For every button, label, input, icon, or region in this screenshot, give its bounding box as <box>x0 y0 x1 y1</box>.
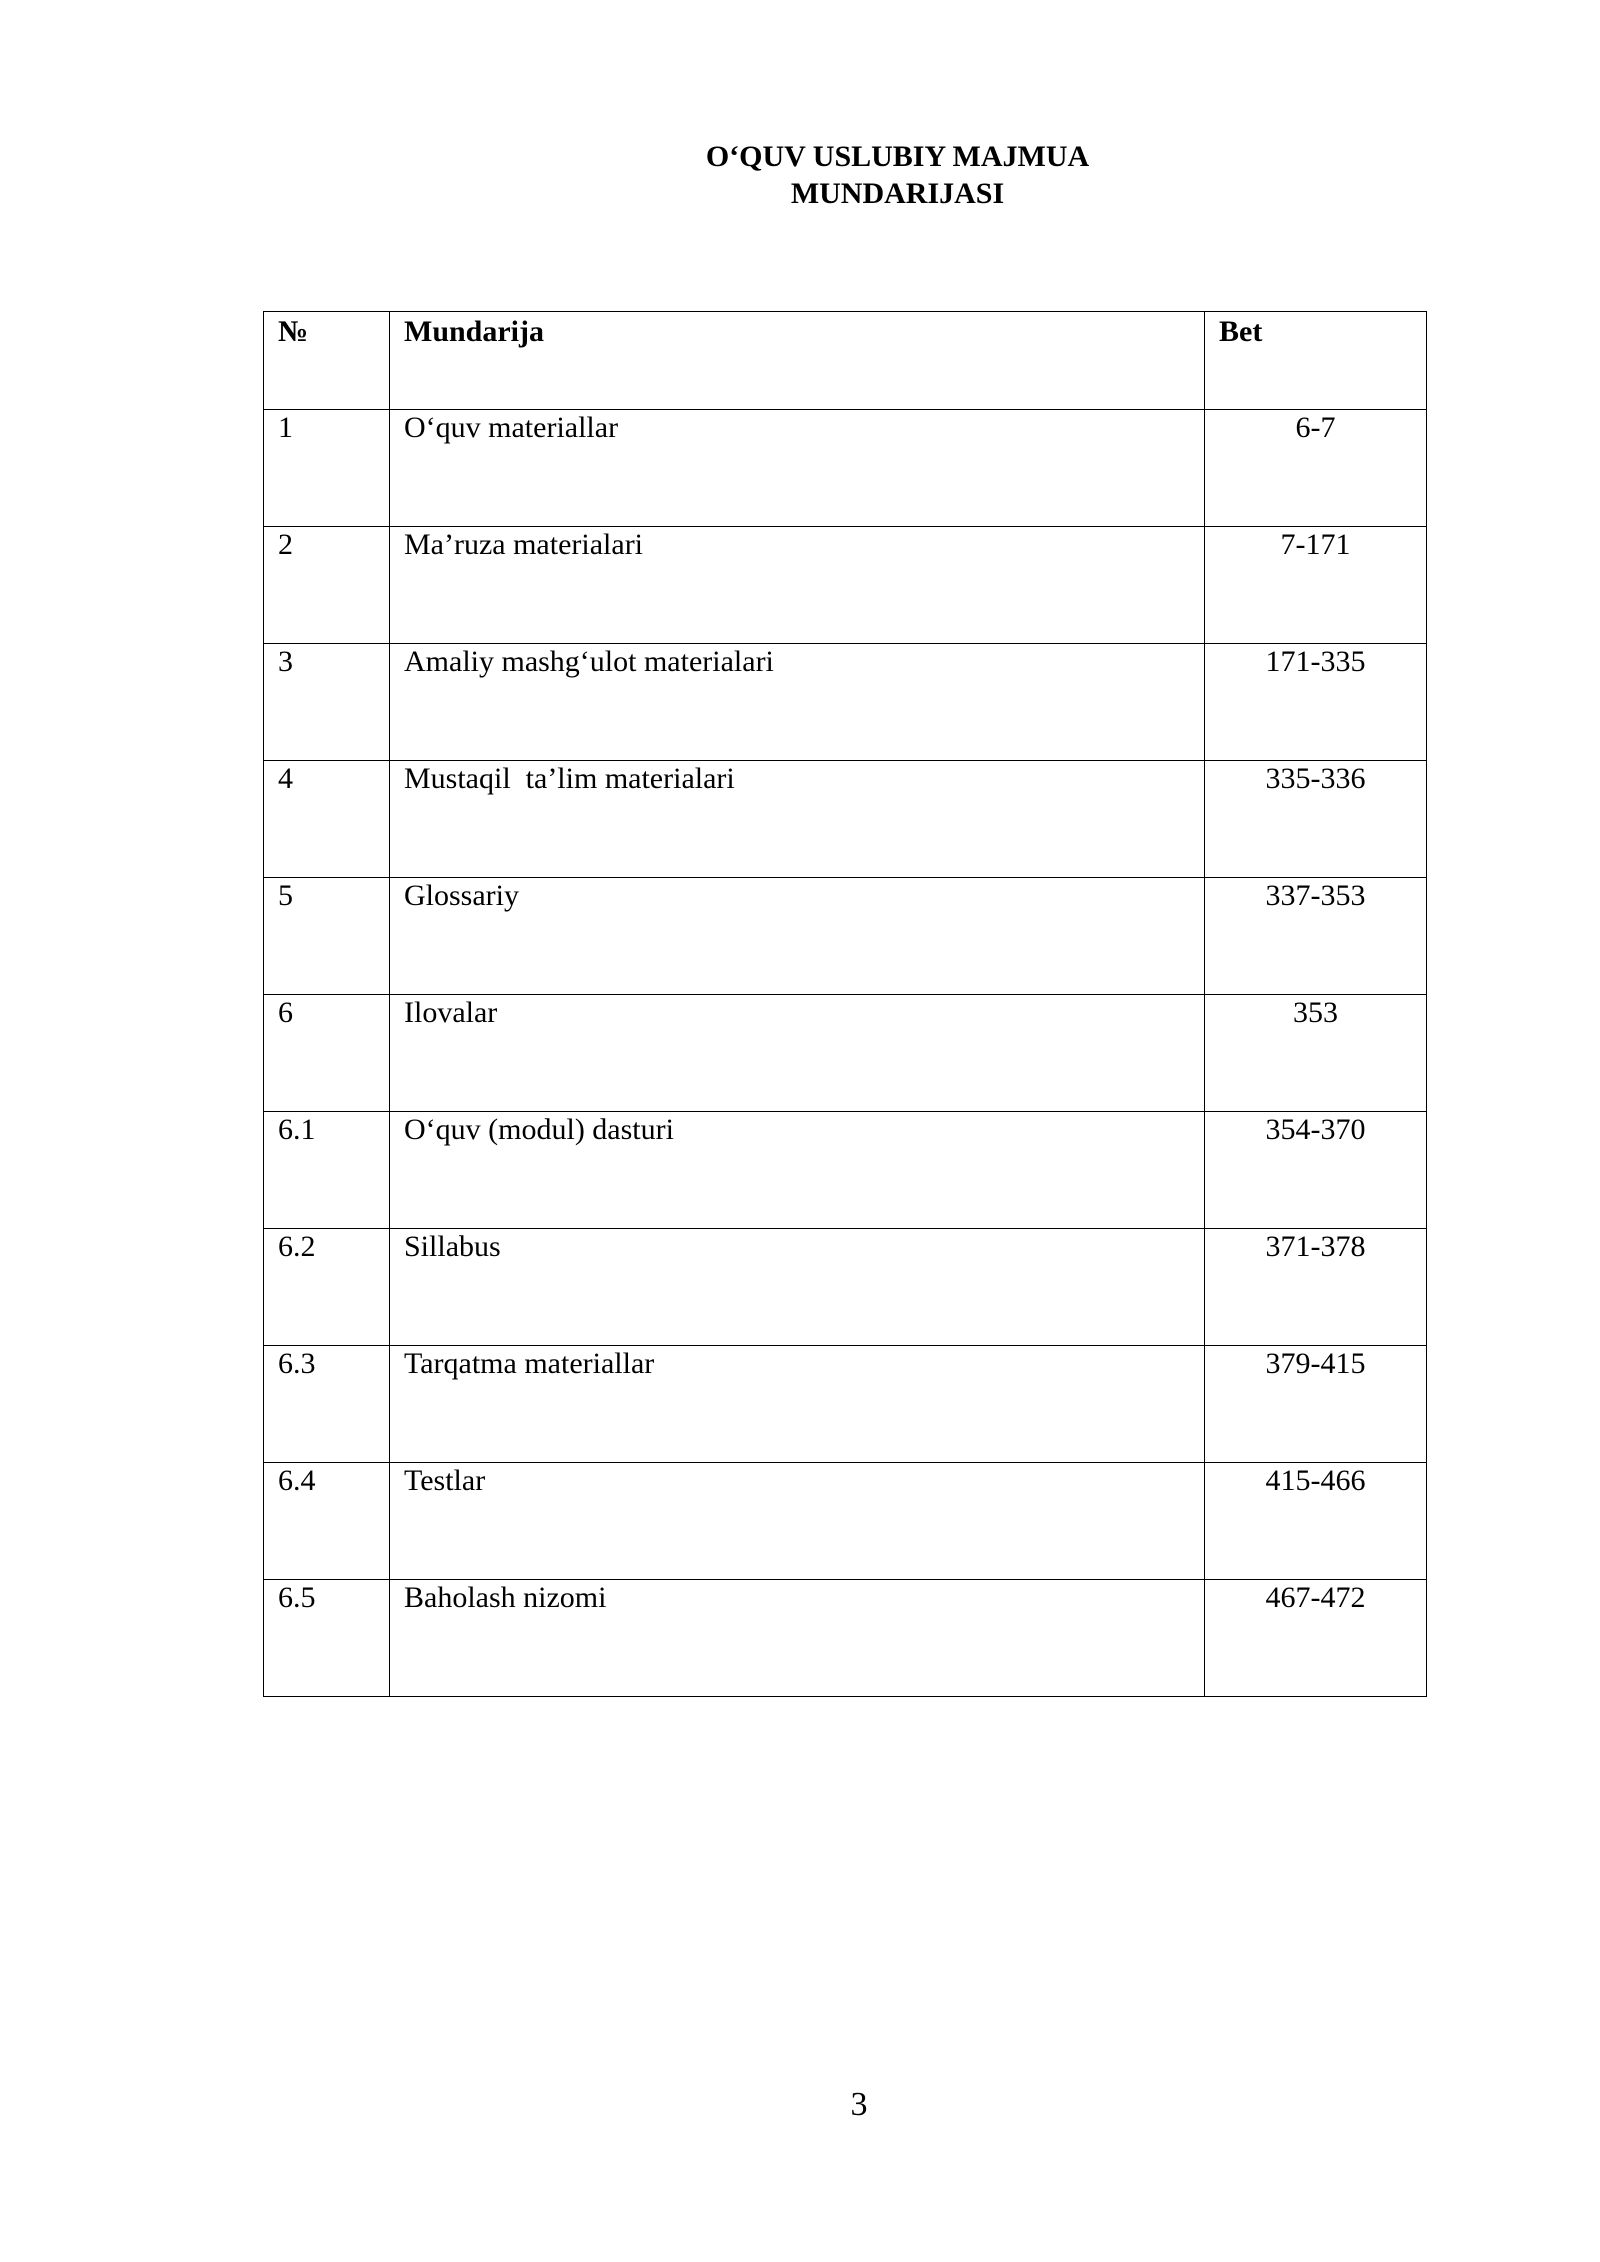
header-number: № <box>264 312 390 410</box>
table-row <box>264 410 1427 527</box>
row-number: 6.4 <box>264 1463 390 1580</box>
row-contents: Testlar <box>390 1463 1205 1580</box>
table-row <box>264 1346 1427 1463</box>
header-page: Bet <box>1205 312 1427 410</box>
row-number: 2 <box>264 527 390 644</box>
row-number: 6 <box>264 995 390 1112</box>
row-page: 337-353 <box>1205 878 1427 995</box>
row-number: 6.2 <box>264 1229 390 1346</box>
title-line-2: MUNDARIJASI <box>790 177 1005 210</box>
contents-table <box>263 311 1427 1697</box>
table-row <box>264 995 1427 1112</box>
row-contents: Ilovalar <box>390 995 1205 1112</box>
row-page: 379-415 <box>1205 1346 1427 1463</box>
row-number: 4 <box>264 761 390 878</box>
row-number: 3 <box>264 644 390 761</box>
row-number: 6.5 <box>264 1580 390 1697</box>
row-page: 354-370 <box>1205 1112 1427 1229</box>
row-contents: Mustaqil ta’lim materialari <box>390 761 1205 878</box>
row-number: 1 <box>264 410 390 527</box>
row-contents: Tarqatma materiallar <box>390 1346 1205 1463</box>
table-row <box>264 644 1427 761</box>
row-contents: Sillabus <box>390 1229 1205 1346</box>
row-page: 7-171 <box>1205 527 1427 644</box>
table-row <box>264 761 1427 878</box>
header-contents: Mundarija <box>390 312 1205 410</box>
table-row <box>264 1112 1427 1229</box>
page-number: 3 <box>850 2086 868 2123</box>
title-line-1: O‘QUV USLUBIY MAJMUA <box>705 140 1090 173</box>
row-page: 6-7 <box>1205 410 1427 527</box>
row-page: 467-472 <box>1205 1580 1427 1697</box>
row-number: 6.3 <box>264 1346 390 1463</box>
table-row <box>264 1580 1427 1697</box>
row-page: 335-336 <box>1205 761 1427 878</box>
row-contents: Amaliy mashg‘ulot materialari <box>390 644 1205 761</box>
row-page: 415-466 <box>1205 1463 1427 1580</box>
row-contents: O‘quv (modul) dasturi <box>390 1112 1205 1229</box>
row-number: 6.1 <box>264 1112 390 1229</box>
table-row <box>264 1463 1427 1580</box>
row-page: 353 <box>1205 995 1427 1112</box>
table-header-row <box>264 312 1427 410</box>
table-row <box>264 1229 1427 1346</box>
row-contents: Ma’ruza materialari <box>390 527 1205 644</box>
row-contents: O‘quv materiallar <box>390 410 1205 527</box>
table-row <box>264 878 1427 995</box>
row-contents: Glossariy <box>390 878 1205 995</box>
row-page: 171-335 <box>1205 644 1427 761</box>
row-number: 5 <box>264 878 390 995</box>
table-row <box>264 527 1427 644</box>
document-title <box>0 138 1600 212</box>
row-contents: Baholash nizomi <box>390 1580 1205 1697</box>
row-page: 371-378 <box>1205 1229 1427 1346</box>
